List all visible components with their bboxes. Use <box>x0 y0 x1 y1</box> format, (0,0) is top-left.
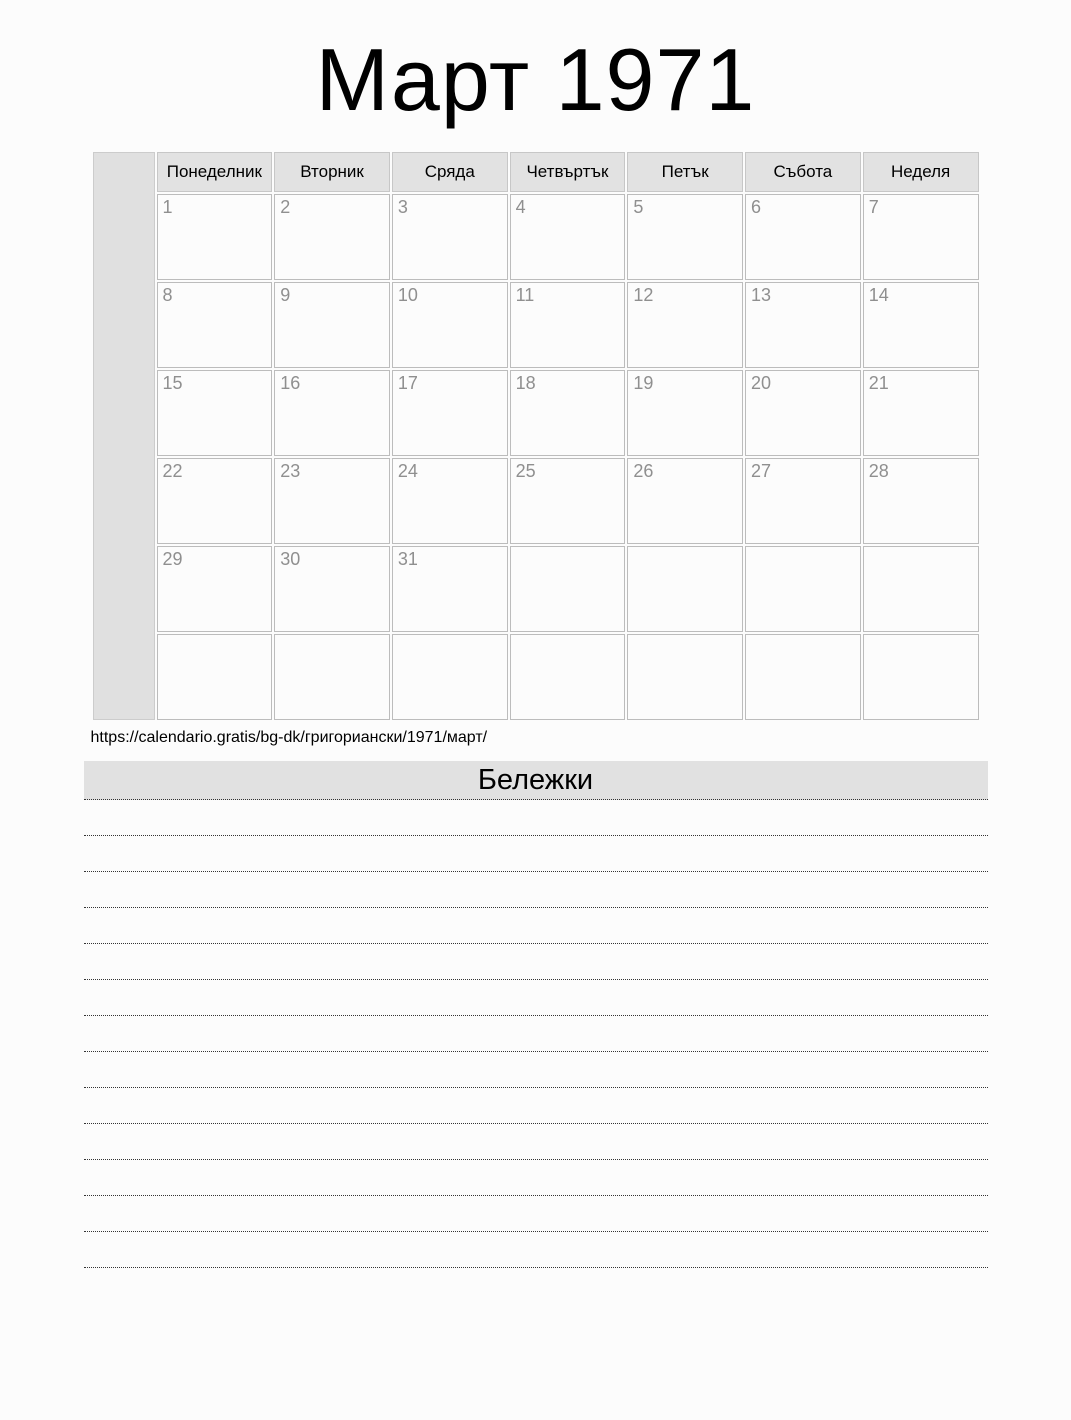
note-line <box>84 800 988 836</box>
day-cell <box>863 546 979 632</box>
day-cell: 6 <box>745 194 861 280</box>
day-cell: 15 <box>157 370 273 456</box>
note-line <box>84 1052 988 1088</box>
day-cell: 8 <box>157 282 273 368</box>
note-line <box>84 1160 988 1196</box>
day-cell <box>745 634 861 720</box>
day-cell <box>510 546 626 632</box>
week-row <box>93 194 979 280</box>
day-cell: 7 <box>863 194 979 280</box>
note-line <box>84 1088 988 1124</box>
day-cell: 1 <box>157 194 273 280</box>
day-cell <box>627 546 743 632</box>
weekday-header-row <box>93 152 979 192</box>
day-cell: 19 <box>627 370 743 456</box>
day-cell: 10 <box>392 282 508 368</box>
day-cell: 26 <box>627 458 743 544</box>
note-line <box>84 1124 988 1160</box>
day-cell: 21 <box>863 370 979 456</box>
note-line <box>84 908 988 944</box>
week-row <box>93 282 979 368</box>
weekday-header: Четвъртък <box>510 152 626 192</box>
day-cell: 4 <box>510 194 626 280</box>
day-cell <box>745 546 861 632</box>
week-row <box>93 634 979 720</box>
day-cell: 23 <box>274 458 390 544</box>
day-cell <box>274 634 390 720</box>
day-cell <box>510 634 626 720</box>
day-cell: 24 <box>392 458 508 544</box>
weekday-header: Неделя <box>863 152 979 192</box>
weekday-header: Събота <box>745 152 861 192</box>
day-cell: 22 <box>157 458 273 544</box>
note-line <box>84 1196 988 1232</box>
week-row <box>93 546 979 632</box>
note-line <box>84 1232 988 1268</box>
day-cell <box>157 634 273 720</box>
day-cell: 20 <box>745 370 861 456</box>
day-cell: 16 <box>274 370 390 456</box>
day-cell: 2 <box>274 194 390 280</box>
weekday-header: Петък <box>627 152 743 192</box>
day-cell <box>863 634 979 720</box>
day-cell: 28 <box>863 458 979 544</box>
day-cell: 29 <box>157 546 273 632</box>
day-cell: 14 <box>863 282 979 368</box>
day-cell: 5 <box>627 194 743 280</box>
note-line <box>84 872 988 908</box>
day-cell: 25 <box>510 458 626 544</box>
calendar-table <box>91 150 981 722</box>
weekday-header: Сряда <box>392 152 508 192</box>
url-caption: https://calendario.gratis/bg-dk/григориански/1971/март/ <box>90 729 488 747</box>
day-cell: 17 <box>392 370 508 456</box>
side-column <box>93 152 155 720</box>
day-cell: 27 <box>745 458 861 544</box>
day-cell: 30 <box>274 546 390 632</box>
note-line <box>84 944 988 980</box>
day-cell <box>627 634 743 720</box>
day-cell: 18 <box>510 370 626 456</box>
day-cell: 3 <box>392 194 508 280</box>
weekday-header: Понеделник <box>157 152 273 192</box>
day-cell: 13 <box>745 282 861 368</box>
week-row <box>93 370 979 456</box>
calendar-page <box>84 30 988 1420</box>
note-line <box>84 1016 988 1052</box>
notes-heading: Бележки <box>84 761 988 800</box>
notes-section <box>84 761 988 1268</box>
note-line <box>84 836 988 872</box>
day-cell: 11 <box>510 282 626 368</box>
weekday-header: Вторник <box>274 152 390 192</box>
day-cell: 9 <box>274 282 390 368</box>
note-line <box>84 980 988 1016</box>
day-cell <box>392 634 508 720</box>
day-cell: 12 <box>627 282 743 368</box>
day-cell: 31 <box>392 546 508 632</box>
page-title: Март 1971 <box>315 30 756 129</box>
week-row <box>93 458 979 544</box>
